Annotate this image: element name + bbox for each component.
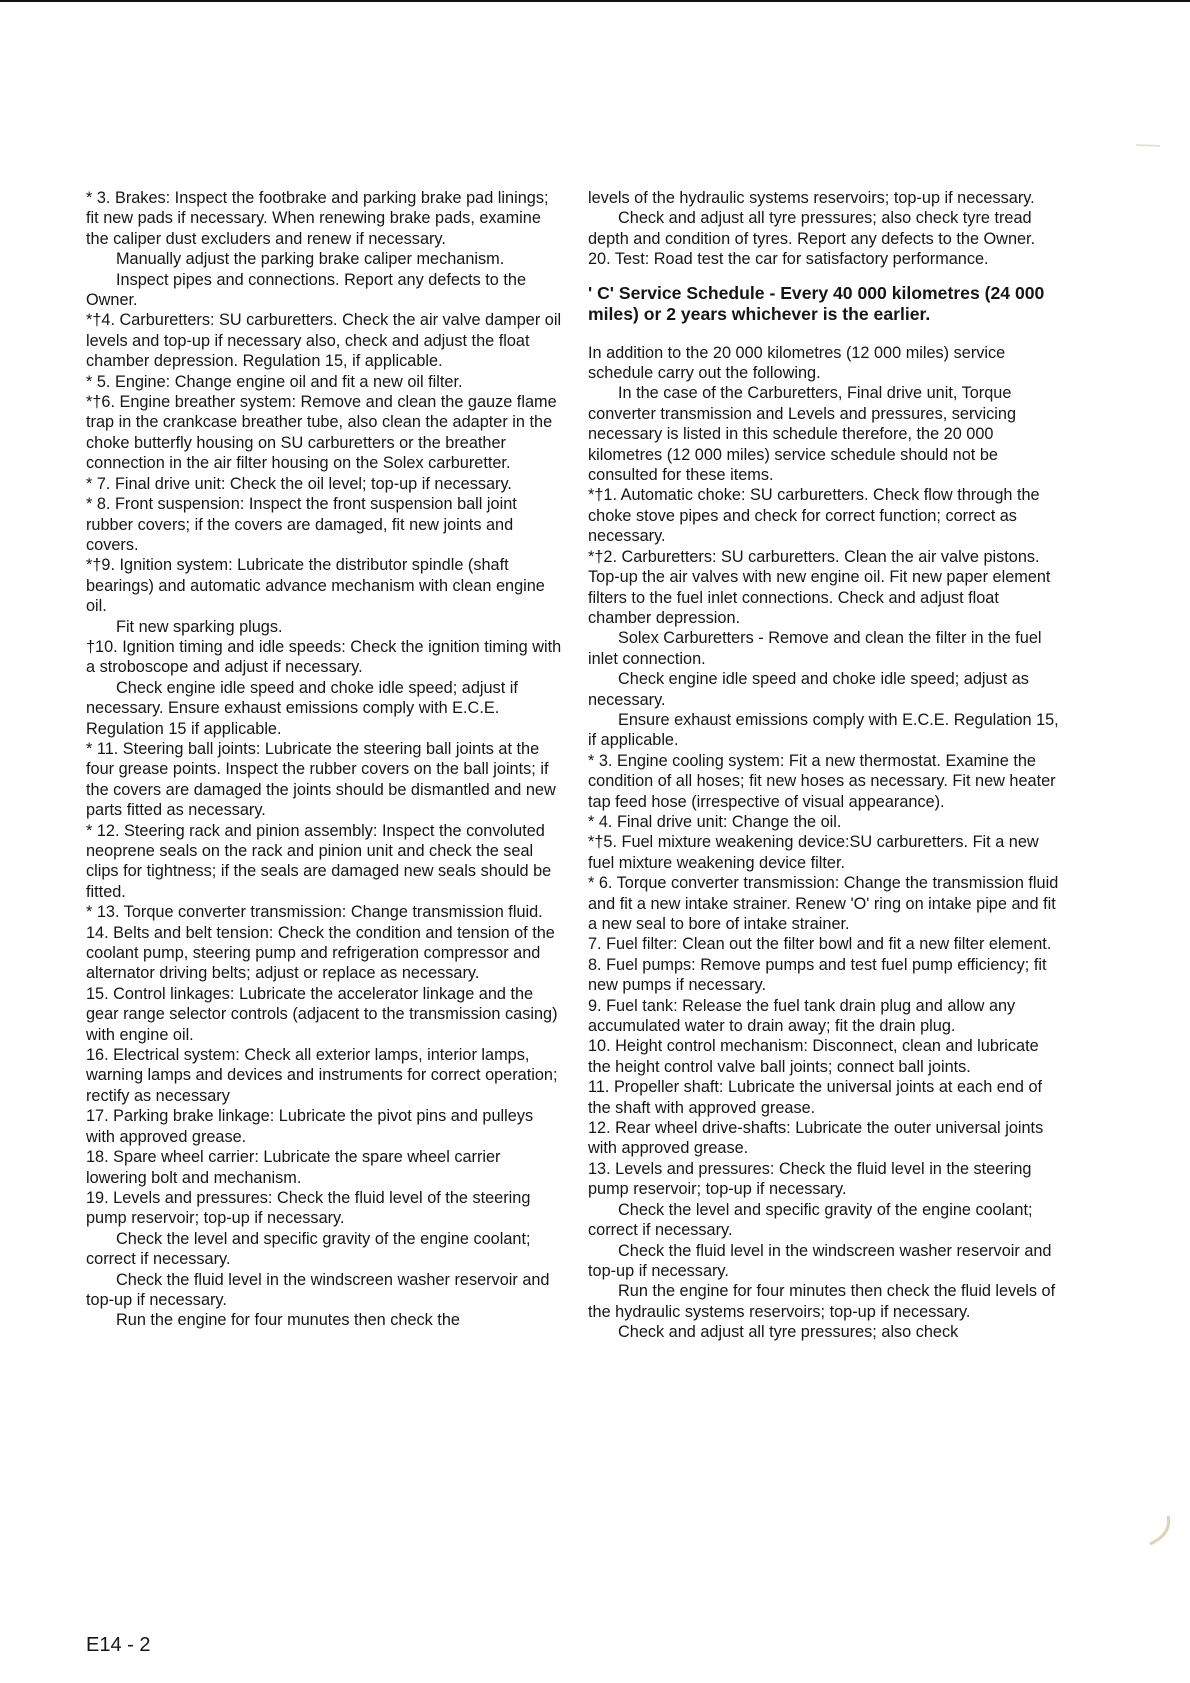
- schedule-paragraph: Solex Carburetters - Remove and clean the filter in the fuel inlet connection.: [588, 629, 1042, 668]
- schedule-paragraph: Run the engine for four munutes then check the: [116, 1311, 460, 1330]
- schedule-paragraph: Check the fluid level in the windscreen washer reservoir and top-up if necessary.: [588, 1241, 1052, 1280]
- schedule-paragraph: Run the engine for four minutes then check the fluid levels of the hydraulic systems reservoirs; top-up if necessary.: [588, 1282, 1056, 1321]
- schedule-paragraph: * 12. Steering rack and pinion assembly: Inspect the convoluted neoprene seals on the rack and pinion unit and check the seal clips for tightness; if the seals are damaged new seals should be fitted.: [86, 821, 552, 901]
- schedule-paragraph: levels of the hydraulic systems reservoirs; top-up if necessary.: [588, 189, 1035, 207]
- schedule-paragraph: 14. Belts and belt tension: Check the condition and tension of the coolant pump, steering pump and refrigeration compressor and alternator driving belts; adjust or replace as necessary.: [86, 923, 555, 983]
- schedule-paragraph: *†1. Automatic choke: SU carburetters. Check flow through the choke stove pipes and check for correct function; correct as necessary.: [588, 486, 1040, 546]
- schedule-paragraph: * 5. Engine: Change engine oil and fit a new oil filter.: [86, 372, 463, 391]
- schedule-paragraph: Check and adjust all tyre pressures; also check: [618, 1323, 959, 1342]
- schedule-paragraph: 13. Levels and pressures: Check the fluid level in the steering pump reservoir; top-up if necessary.: [588, 1159, 1032, 1199]
- schedule-paragraph: Manually adjust the parking brake caliper mechanism.: [116, 250, 505, 269]
- schedule-paragraph: In the case of the Carburetters, Final drive unit, Torque converter transmission and Levels and pressures, servicing necessary is listed in this schedule therefore, the 20 000 kilometres (12 000 miles) service schedule should not be consulted for these items.: [588, 384, 1017, 485]
- schedule-paragraph: * 11. Steering ball joints: Lubricate the steering ball joints at the four grease points. Inspect the rubber covers on the ball joints; if the covers are damaged the joints should be dismantled and new parts fitted as necessary.: [86, 739, 556, 820]
- schedule-paragraph: *†9. Ignition system: Lubricate the distributor spindle (shaft bearings) and automatic advance mechanism with clean engine oil.: [86, 556, 545, 616]
- schedule-paragraph: * 7. Final drive unit: Check the oil level; top-up if necessary.: [86, 474, 512, 493]
- schedule-paragraph: Check engine idle speed and choke idle speed; adjust if necessary. Ensure exhaust emissions comply with E.C.E. Regulation 15 if applicable.: [86, 678, 518, 738]
- schedule-paragraph: In addition to the 20 000 kilometres (12 000 miles) service schedule carry out the following.: [588, 343, 1006, 383]
- schedule-paragraph: *†6. Engine breather system: Remove and clean the gauze flame trap in the crankcase breather tube, also clean the adapter in the choke butterfly housing on SU carburetters or the breather connection in the air filter housing on the Solex carburetter.: [86, 393, 557, 473]
- schedule-paragraph: 8. Fuel pumps: Remove pumps and test fuel pump efficiency; fit new pumps if necessary.: [588, 955, 1047, 995]
- schedule-paragraph: * 4. Final drive unit: Change the oil.: [588, 812, 842, 831]
- page-top-edge: [0, 0, 1190, 2]
- schedule-paragraph: * 6. Torque converter transmission: Change the transmission fluid and fit a new intake strainer. Renew 'O' ring on intake pipe and fit a new seal to bore of intake strainer.: [588, 874, 1059, 933]
- schedule-paragraph: 10. Height control mechanism: Disconnect, clean and lubricate the height control valve ball joints; connect ball joints.: [588, 1037, 1039, 1076]
- schedule-paragraph: Inspect pipes and connections. Report any defects to the Owner.: [86, 270, 527, 310]
- page-footer: E14 - 2: [86, 1634, 151, 1656]
- schedule-paragraph: 17. Parking brake linkage: Lubricate the pivot pins and pulleys with approved grease.: [86, 1107, 534, 1146]
- schedule-paragraph: 19. Levels and pressures: Check the fluid level of the steering pump reservoir; top-up if necessary.: [86, 1188, 531, 1228]
- schedule-paragraph: *†4. Carburetters: SU carburetters. Check the air valve damper oil levels and top-up if necessary also, check and adjust the float chamber depression. Regulation 15, if applicable.: [86, 311, 562, 371]
- schedule-paragraph: 7. Fuel filter: Clean out the filter bowl and fit a new filter element.: [588, 935, 1052, 954]
- schedule-paragraph: *†2. Carburetters: SU carburetters. Clean the air valve pistons. Top-up the air valves with new engine oil. Fit new paper element filters to the fuel inlet connections. Check and adjust float chamber depression.: [588, 547, 1051, 627]
- schedule-paragraph: Fit new sparking plugs.: [116, 617, 283, 636]
- schedule-paragraph: 16. Electrical system: Check all exterior lamps, interior lamps, warning lamps and devices and instruments for correct operation; rectify as necessary: [86, 1046, 558, 1105]
- schedule-paragraph: * 8. Front suspension: Inspect the front suspension ball joint rubber covers; if the covers are damaged, fit new joints and covers.: [86, 495, 517, 554]
- schedule-paragraph: * 3. Engine cooling system: Fit a new thermostat. Examine the condition of all hoses; fit new hoses as necessary. Fit new heater tap feed hose (irrespective of visual appearance).: [588, 751, 1056, 811]
- schedule-paragraph: Check engine idle speed and choke idle speed; adjust as necessary.: [588, 670, 1029, 709]
- schedule-paragraph: *†5. Fuel mixture weakening device:SU carburetters. Fit a new fuel mixture weakening device filter.: [588, 833, 1039, 872]
- schedule-paragraph: 15. Control linkages: Lubricate the accelerator linkage and the gear range selector controls (adjacent to the transmission casing) with engine oil.: [86, 984, 558, 1044]
- schedule-paragraph: Check and adjust all tyre pressures; also check tyre tread depth and condition of tyres. Report any defects to the Owner.: [588, 209, 1036, 248]
- right-column: [588, 188, 1064, 1343]
- schedule-paragraph: * 3. Brakes: Inspect the footbrake and parking brake pad linings; fit new pads if necessary. When renewing brake pads, examine the caliper dust excluders and renew if necessary.: [86, 189, 549, 248]
- scan-mark-top: [1134, 140, 1164, 150]
- schedule-paragraph: Ensure exhaust emissions comply with E.C.E. Regulation 15, if applicable.: [588, 710, 1059, 750]
- schedule-paragraph: 20. Test: Road test the car for satisfactory performance.: [588, 250, 989, 269]
- schedule-paragraph: 11. Propeller shaft: Lubricate the universal joints at each end of the shaft with approved grease.: [588, 1078, 1043, 1117]
- schedule-paragraph: Check the level and specific gravity of the engine coolant; correct if necessary.: [588, 1200, 1033, 1240]
- schedule-paragraph: Check the fluid level in the windscreen washer reservoir and top-up if necessary.: [86, 1270, 550, 1309]
- schedule-paragraph: 18. Spare wheel carrier: Lubricate the spare wheel carrier lowering bolt and mechanism.: [86, 1148, 501, 1187]
- schedule-paragraph: * 13. Torque converter transmission: Change transmission fluid.: [86, 903, 543, 922]
- schedule-paragraph: Check the level and specific gravity of the engine coolant; correct if necessary.: [86, 1229, 531, 1269]
- schedule-paragraph: 9. Fuel tank: Release the fuel tank drain plug and allow any accumulated water to drain away; fit the drain plug.: [588, 996, 1016, 1036]
- scan-mark-bottom: [1138, 1512, 1178, 1552]
- left-column: [86, 188, 564, 1331]
- schedule-paragraph: 12. Rear wheel drive-shafts: Lubricate the outer universal joints with approved grease.: [588, 1119, 1044, 1158]
- schedule-paragraph: †10. Ignition timing and idle speeds: Check the ignition timing with a stroboscope and adjust if necessary.: [86, 637, 562, 677]
- section-heading: ' C' Service Schedule - Every 40 000 kilometres (24 000 miles) or 2 years whichever is the earlier.: [588, 282, 1045, 325]
